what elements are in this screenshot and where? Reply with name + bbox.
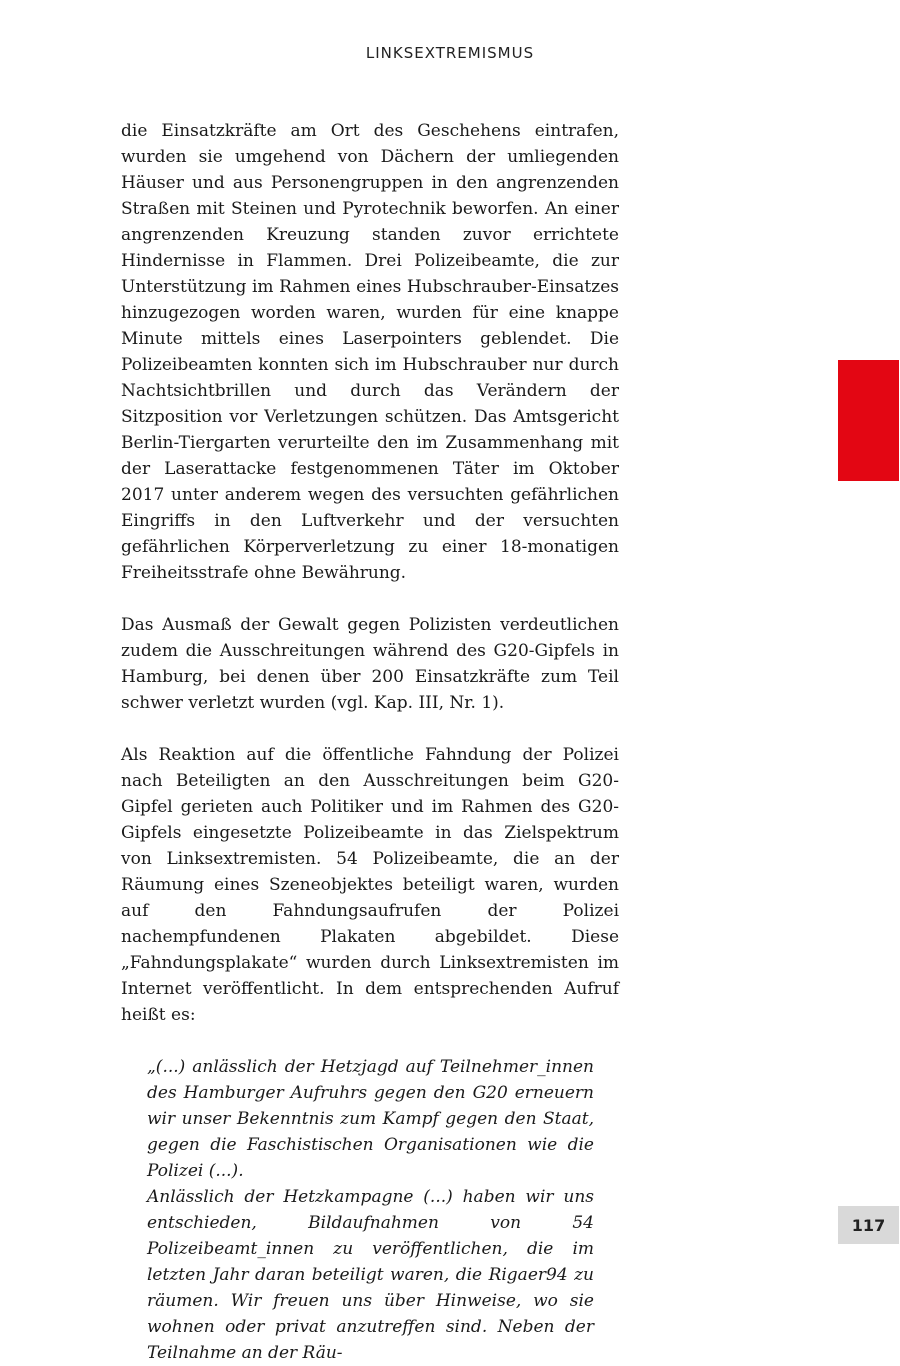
chapter-marker-tab bbox=[838, 360, 899, 481]
running-title: LINKSEXTREMISMUS bbox=[365, 44, 535, 62]
paragraph-3: Als Reaktion auf die öffentliche Fahndung der Polizei nach Beteiligten an den Ausschreitungen beim G20-Gipfel gerieten auch Politiker und im Rahmen des G20-Gipfels eingesetzte Polizeibeamte in das Zielspektrum von Linksextremisten. 54 Polizeibeamte, die an der Räumung eines Szeneobjektes beteiligt waren, wurden auf den Fahndungsaufrufen der Polizei nachempfundenen Plakaten abgebildet. Diese „Fahndungsplakate“ wurden durch Linksextremisten im Internet veröffentlicht. In dem entsprechenden Aufruf heißt es: bbox=[121, 745, 619, 1025]
quote-part-1: „(...) anlässlich der Hetzjagd auf Teilnehmer_innen des Hamburger Aufruhrs gegen den G20 erneuern wir unser Bekenntnis zum Kampf gegen den Staat, gegen die Faschistischen Organisationen wie die Polizei (...). bbox=[147, 1057, 594, 1181]
page-number: 117 bbox=[838, 1206, 899, 1244]
block-quote bbox=[147, 1054, 594, 1366]
paragraph-2: Das Ausmaß der Gewalt gegen Polizisten verdeutlichen zudem die Ausschreitungen während des G20-Gipfels in Hamburg, bei denen über 200 Einsatzkräfte zum Teil schwer verletzt wurden (vgl. Kap. III, Nr. 1). bbox=[121, 615, 619, 713]
quote-part-2: Anlässlich der Hetzkampagne (...) haben wir uns entschieden, Bildaufnahmen von 54 Polizeibeamt_innen zu veröffentlichen, die im letzten Jahr daran beteiligt waren, die Rigaer94 zu räumen. Wir freuen uns über Hinweise, wo sie wohnen oder privat anzutreffen sind. Neben der Teilnahme an der Räu- bbox=[147, 1187, 594, 1363]
paragraph-1: die Einsatzkräfte am Ort des Geschehens eintrafen, wurden sie umgehend von Dächern der umliegenden Häuser und aus Personengruppen in den angrenzenden Straßen mit Steinen und Pyrotechnik beworfen. An einer angrenzenden Kreuzung standen zuvor errichtete Hindernisse in Flammen. Drei Polizeibeamte, die zur Unterstützung im Rahmen eines Hubschrauber-Einsatzes hinzugezogen worden waren, wurden für eine knappe Minute mittels eines Laserpointers geblendet. Die Polizeibeamten konnten sich im Hubschrauber nur durch Nachtsichtbrillen und durch das Verändern der Sitzposition vor Verletzungen schützen. Das Amtsgericht Berlin-Tiergarten verurteilte den im Zusammenhang mit der Laserattacke festgenommenen Täter im Oktober 2017 unter anderem wegen des versuchten gefährlichen Eingriffs in den Luftverkehr und der versuchten gefährlichen Körperverletzung zu einer 18-monatigen Freiheitsstrafe ohne Bewährung. bbox=[121, 121, 619, 583]
main-text-column bbox=[121, 118, 619, 1366]
